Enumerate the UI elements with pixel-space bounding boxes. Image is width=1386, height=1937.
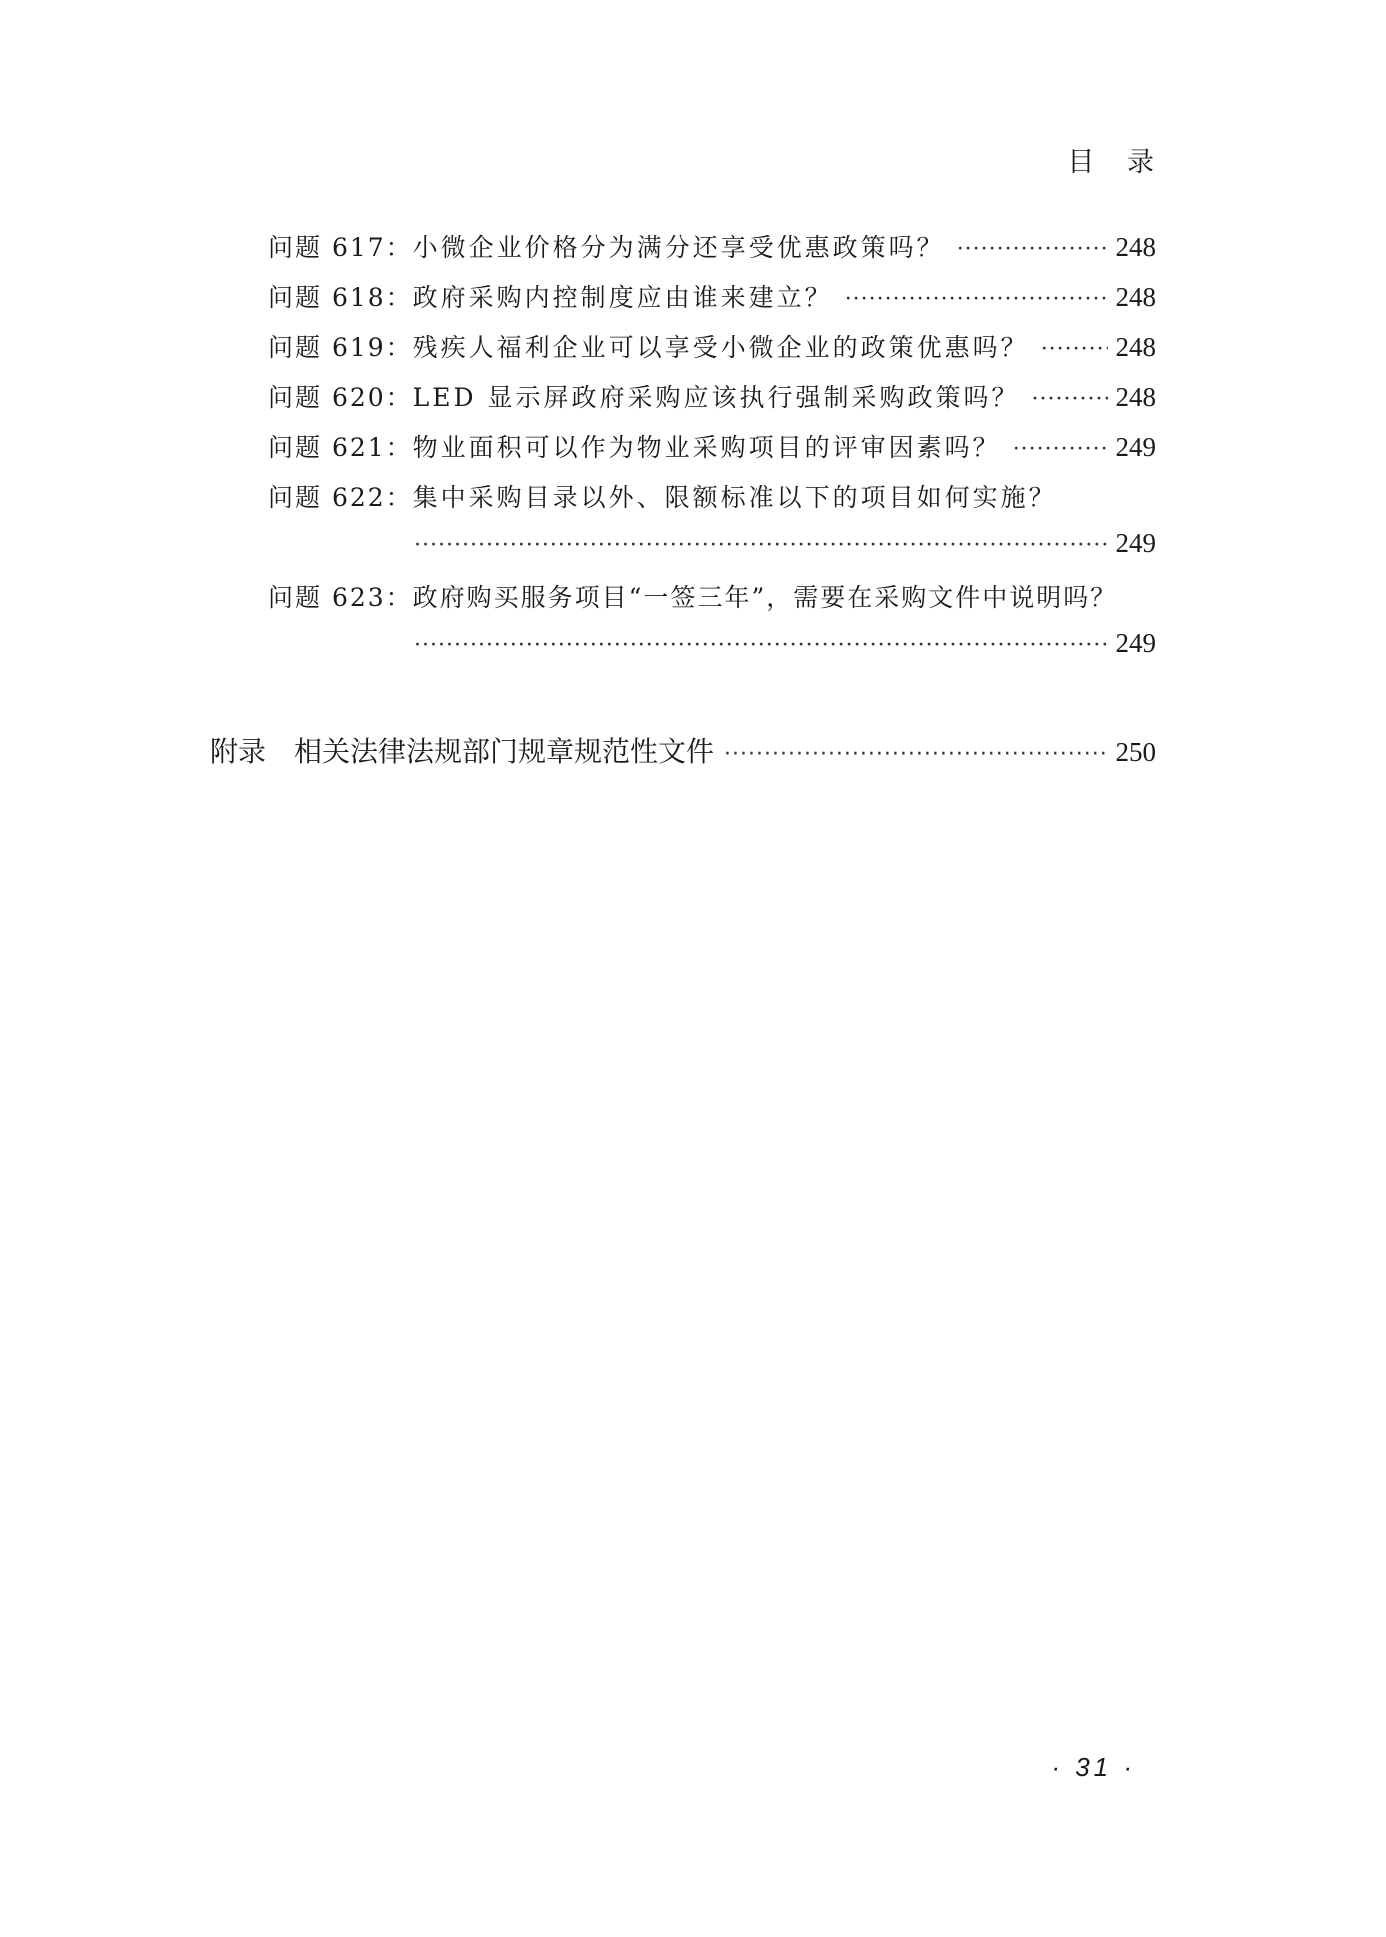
toc-entry-623[interactable] — [268, 578, 1156, 678]
dot-leader — [957, 237, 1108, 262]
page-number: · 31 · — [1051, 1752, 1136, 1782]
question-label: 问题 620： — [268, 383, 413, 412]
page-ref: 249 — [1115, 528, 1156, 558]
question-label: 问题 621： — [268, 433, 413, 462]
page-ref: 248 — [1115, 332, 1156, 362]
question-title: 残疾人福利企业可以享受小微企业的政策优惠吗？ — [412, 333, 1029, 362]
toc-entry-618[interactable] — [268, 278, 1156, 328]
question-label: 问题 622： — [268, 483, 413, 512]
page-ref: 248 — [1115, 382, 1156, 412]
entry-second-line — [268, 528, 1156, 578]
question-title: LED 显示屏政府采购应该执行强制采购政策吗？ — [412, 383, 1020, 412]
page-ref: 249 — [1115, 432, 1156, 462]
table-of-contents — [268, 228, 1156, 678]
dot-leader — [414, 633, 1108, 658]
running-head: 目 录 — [1067, 147, 1166, 178]
page-ref: 248 — [1115, 282, 1156, 312]
question-title: 集中采购目录以外、限额标准以下的项目如何实施？ — [412, 483, 1057, 512]
question-title: 政府采购内控制度应由谁来建立？ — [412, 283, 833, 312]
dot-leader — [1013, 437, 1108, 462]
dot-leader — [1032, 387, 1108, 412]
question-label: 问题 619： — [268, 333, 413, 362]
page-ref: 248 — [1115, 232, 1156, 262]
dot-leader — [724, 742, 1107, 767]
question-label: 问题 623： — [268, 583, 413, 612]
entry-first-line — [268, 578, 1156, 628]
dot-leader — [845, 287, 1108, 312]
entry-second-line — [268, 628, 1156, 678]
question-title: 小微企业价格分为满分还享受优惠政策吗？ — [412, 233, 945, 262]
dot-leader — [1041, 337, 1108, 362]
toc-entry-617[interactable] — [268, 228, 1156, 278]
appendix-title: 相关法律法规部门规章规范性文件 — [294, 735, 715, 768]
question-label: 问题 618： — [268, 283, 413, 312]
appendix-entry[interactable] — [210, 730, 1156, 770]
question-title: 政府购买服务项目“一签三年”，需要在采购文件中说明吗？ — [412, 583, 1118, 612]
toc-entry-620[interactable] — [268, 378, 1156, 428]
page-ref: 250 — [1115, 737, 1156, 767]
question-label: 问题 617： — [268, 233, 413, 262]
page-ref: 249 — [1115, 628, 1156, 658]
question-title: 物业面积可以作为物业采购项目的评审因素吗？ — [412, 433, 1001, 462]
appendix-label: 附录 — [210, 735, 267, 768]
toc-entry-622[interactable] — [268, 478, 1156, 578]
toc-entry-619[interactable] — [268, 328, 1156, 378]
entry-first-line — [268, 478, 1156, 528]
toc-entry-621[interactable] — [268, 428, 1156, 478]
dot-leader — [414, 533, 1108, 558]
